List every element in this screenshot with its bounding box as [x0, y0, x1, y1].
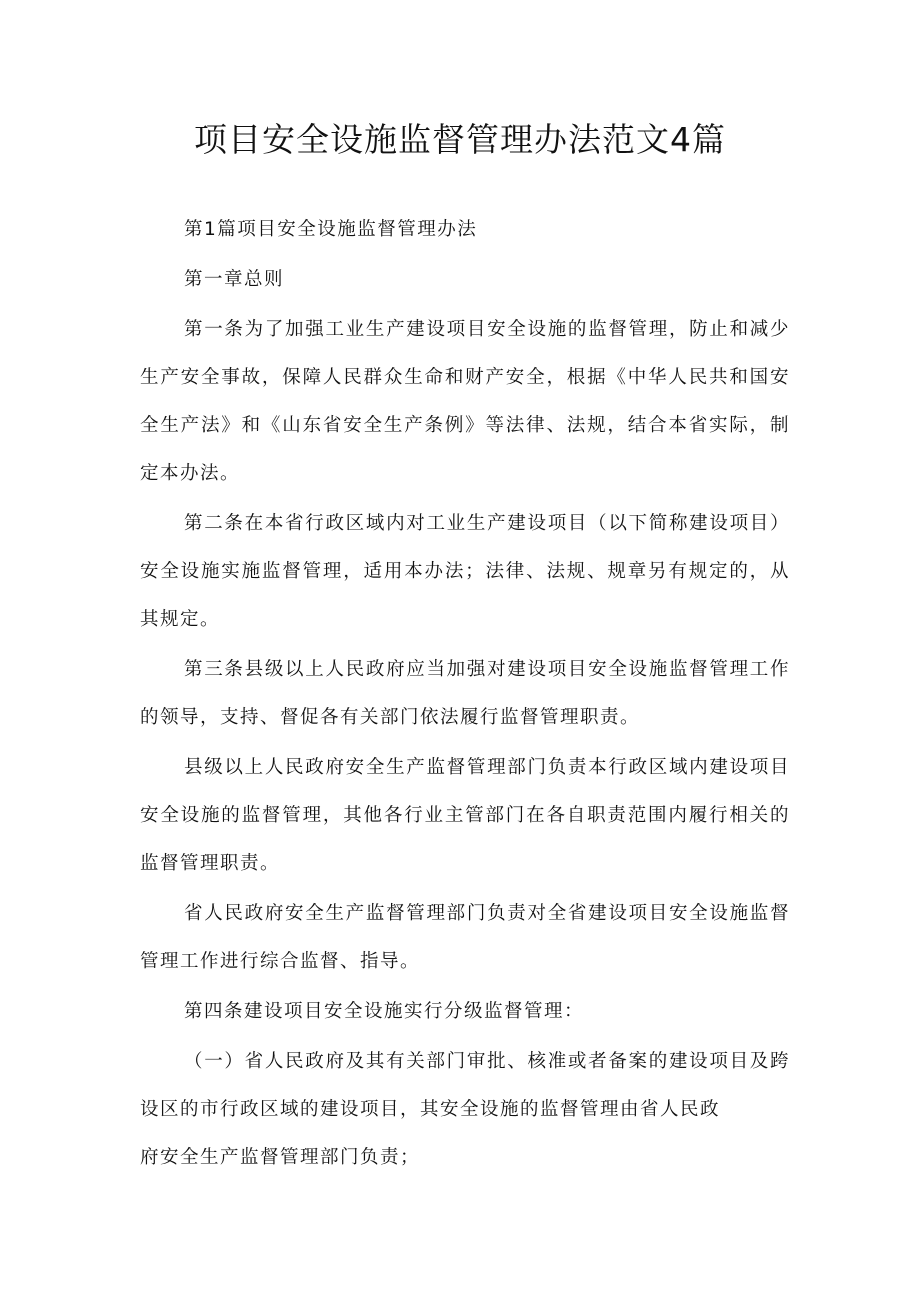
paragraph-article-3-clause-2: 县级以上人民政府安全生产监督管理部门负责本行政区域内建设项目安全设施的监督管理，其他各行业主管部门在各自职责范围内履行相关的监督管理职责。	[140, 757, 790, 874]
paragraph-article-3-clause-3: 省人民政府安全生产监督管理部门负责对全省建设项目安全设施监督管理工作进行综合监督、指导。	[140, 903, 790, 972]
document-title: 项目安全设施监督管理办法范文4篇	[194, 120, 726, 159]
paragraph-article-4-item-1: （一）省人民政府及其有关部门审批、核准或者备案的建设项目及跨设区的市行政区域的建设项目，其安全设施的监督管理由省人民政	[140, 1051, 790, 1120]
paragraph-article-4: 第四条建设项目安全设施实行分级监督管理：	[184, 1001, 585, 1022]
paragraph-chapter-heading: 第一章总则	[184, 269, 285, 290]
paragraph-article-1: 第一条为了加强工业生产建设项目安全设施的监督管理，防止和减少生产安全事故，保障人民群众生命和财产安全，根据《中华人民共和国安全生产法》和《山东省安全生产条例》等法律、法规，结合本省实际，制定本办法。	[140, 319, 790, 484]
document-body	[140, 206, 790, 1182]
paragraph-article-2: 第二条在本省行政区域内对工业生产建设项目（以下简称建设项目）安全设施实施监督管理，适用本办法；法律、法规、规章另有规定的，从其规定。	[140, 513, 790, 630]
paragraph-article-4-item-1-continued: 府安全生产监督管理部门负责；	[140, 1147, 421, 1168]
paragraph-section-heading: 第1篇项目安全设施监督管理办法	[184, 219, 478, 240]
paragraph-article-3: 第三条县级以上人民政府应当加强对建设项目安全设施监督管理工作的领导，支持、督促各有关部门依法履行监督管理职责。	[140, 659, 790, 728]
